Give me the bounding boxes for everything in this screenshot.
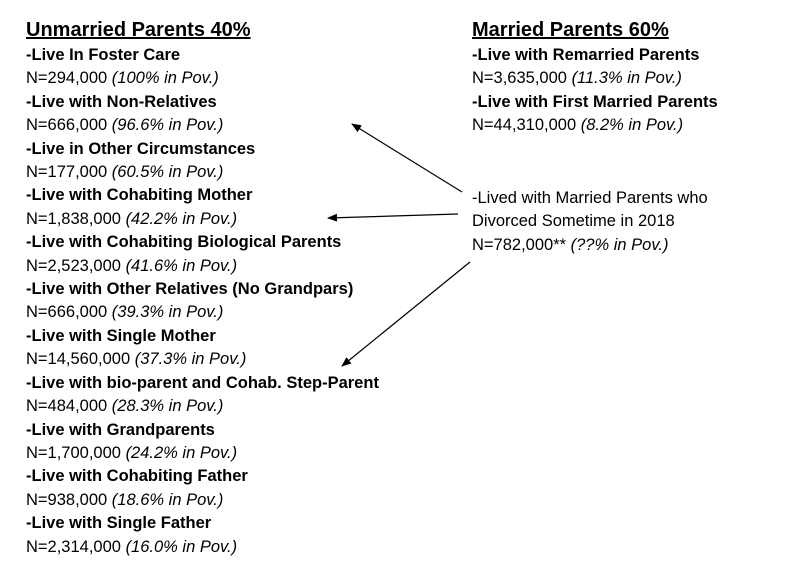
unmarried-entry-label: -Live with Single Father — [26, 514, 212, 533]
arrow-to-non-relatives — [352, 124, 462, 192]
unmarried-entry-poverty-rate: (16.0% in Pov.) — [125, 537, 238, 556]
unmarried-entry-count: N=2,314,000 — [26, 537, 121, 556]
divorced-note-pov: (??% in Pov.) — [570, 235, 669, 254]
divorced-note-line1: -Lived with Married Parents who — [472, 189, 708, 207]
unmarried-entry-label: -Live with Other Relatives (No Grandpars) — [26, 280, 354, 299]
unmarried-entry-label: -Live with Cohabiting Mother — [26, 186, 253, 205]
unmarried-entry-count: N=666,000 — [26, 116, 108, 135]
divorced-note-line2: Divorced Sometime in 2018 — [472, 212, 675, 231]
married-entry-poverty-rate: (8.2% in Pov.) — [580, 116, 684, 135]
unmarried-entry-poverty-rate: (24.2% in Pov.) — [125, 443, 238, 462]
unmarried-entry-poverty-rate: (60.5% in Pov.) — [111, 163, 224, 182]
unmarried-entry-count: N=294,000 — [26, 69, 108, 88]
divorced-note-count: N=782,000** — [472, 235, 567, 254]
unmarried-entry-poverty-rate: (39.3% in Pov.) — [111, 303, 224, 322]
unmarried-entry-label: -Live In Foster Care — [26, 46, 181, 64]
unmarried-entry-count: N=2,523,000 — [26, 256, 121, 275]
unmarried-entry-count: N=484,000 — [26, 397, 108, 416]
unmarried-entry-poverty-rate: (41.6% in Pov.) — [125, 256, 238, 275]
unmarried-entry-label: -Live with Cohabiting Father — [26, 467, 248, 486]
arrow-to-single-mother — [342, 262, 470, 366]
unmarried-entry-count: N=1,700,000 — [26, 443, 121, 462]
unmarried-entry-label: -Live with Grandparents — [26, 420, 215, 439]
unmarried-entry-label: -Live with Cohabiting Biological Parents — [26, 233, 342, 252]
unmarried-entry-poverty-rate: (28.3% in Pov.) — [111, 397, 224, 416]
unmarried-entry-count: N=1,838,000 — [26, 209, 121, 228]
married-entry-label: -Live with Remarried Parents — [472, 46, 700, 64]
unmarried-entry-label: -Live with Single Mother — [26, 326, 216, 345]
unmarried-entry-label: -Live in Other Circumstances — [26, 139, 256, 158]
arrow-to-cohabiting-mother — [328, 214, 458, 218]
married-entry-count: N=44,310,000 — [472, 116, 577, 135]
unmarried-entry-label: -Live with bio-parent and Cohab. Step-Parent — [26, 373, 379, 392]
unmarried-entry-poverty-rate: (100% in Pov.) — [111, 69, 219, 88]
unmarried-entry-poverty-rate: (42.2% in Pov.) — [125, 209, 238, 228]
unmarried-entry-count: N=666,000 — [26, 303, 108, 322]
unmarried-entry-count: N=14,560,000 — [26, 350, 131, 369]
unmarried-entry-poverty-rate: (96.6% in Pov.) — [111, 116, 224, 135]
unmarried-entry-count: N=938,000 — [26, 490, 108, 509]
married-entry-label: -Live with First Married Parents — [472, 92, 718, 111]
unmarried-entry-count: N=177,000 — [26, 163, 108, 182]
unmarried-entry-poverty-rate: (37.3% in Pov.) — [134, 350, 247, 369]
unmarried-entry-label: -Live with Non-Relatives — [26, 92, 217, 111]
married-heading: Married Parents 60% — [472, 19, 669, 41]
unmarried-entry-poverty-rate: (18.6% in Pov.) — [111, 490, 224, 509]
married-entry-count: N=3,635,000 — [472, 69, 567, 88]
married-entry-poverty-rate: (11.3% in Pov.) — [571, 69, 682, 88]
unmarried-heading: Unmarried Parents 40% — [26, 19, 251, 41]
